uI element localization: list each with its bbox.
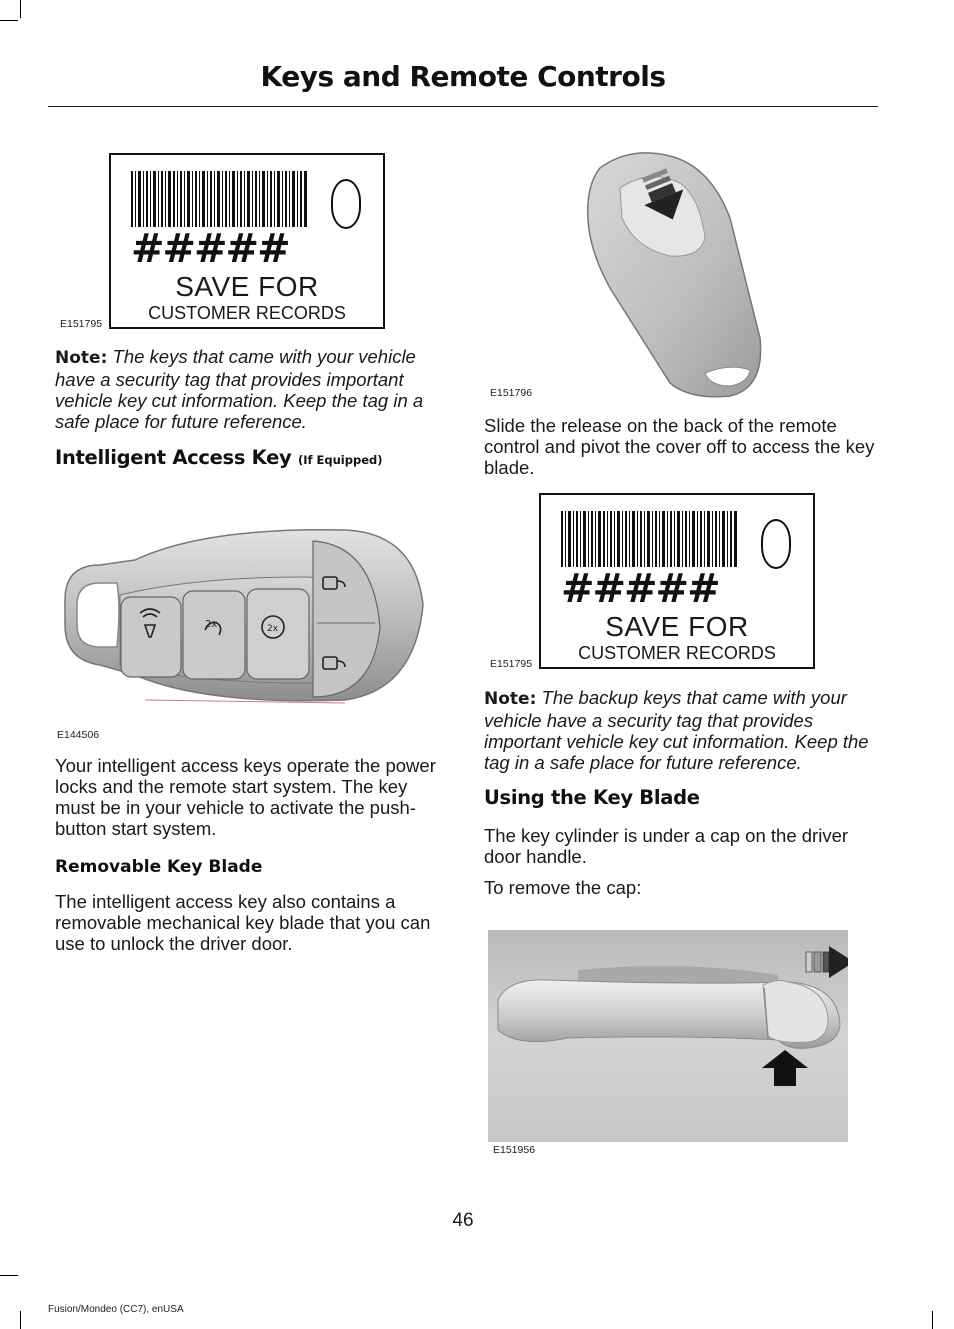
figure-label: E151796 <box>490 387 533 399</box>
heading-text: Intelligent Access Key <box>55 446 292 469</box>
section-heading: Using the Key Blade <box>484 786 700 809</box>
note-body: The keys that came with your vehicle have a security tag that provides important vehicle key cut information. Keep the tag in a safe place for future reference. <box>55 346 424 432</box>
security-tag-figure <box>539 493 815 669</box>
title-rule <box>48 106 878 107</box>
note-body: The backup keys that came with your vehicle have a security tag that provides important vehicle key cut information. Keep the tag in a safe place for future reference. <box>484 687 869 773</box>
door-handle-figure <box>488 930 848 1142</box>
body-paragraph: To remove the cap: <box>484 877 642 898</box>
figure-label: E144506 <box>57 729 100 741</box>
key-ring-hole <box>331 179 361 229</box>
barcode-icon <box>131 171 307 227</box>
body-paragraph: The key cylinder is under a cap on the driver door handle. <box>484 825 849 867</box>
note-paragraph <box>55 346 445 432</box>
barcode-icon <box>561 511 737 567</box>
crop-mark <box>932 1311 933 1329</box>
svg-text:2x: 2x <box>267 624 279 634</box>
figure-label: E151795 <box>60 318 103 330</box>
key-code-placeholder: ##### <box>131 226 289 272</box>
body-paragraph: The intelligent access key also contains a removable mechanical key blade that you can use to unlock the driver door. <box>55 891 431 954</box>
key-ring-hole <box>761 519 791 569</box>
section-heading <box>55 446 382 469</box>
crop-mark <box>20 0 21 18</box>
crop-mark <box>0 20 18 21</box>
remote-cover-figure <box>560 148 765 400</box>
crop-mark <box>20 1311 21 1329</box>
page-number: 46 <box>452 1210 474 1231</box>
subsection-heading: Removable Key Blade <box>55 857 263 877</box>
intelligent-access-key-figure <box>55 505 425 710</box>
body-paragraph: Your intelligent access keys operate the power locks and the remote start system. The key must be in your vehicle to activate the push-button start system. <box>55 755 436 839</box>
tag-save-for: SAVE FOR <box>175 271 319 302</box>
heading-suffix: (If Equipped) <box>297 453 383 467</box>
crop-mark <box>0 1275 18 1276</box>
body-paragraph: Slide the release on the back of the remote control and pivot the cover off to access the key blade. <box>484 415 875 478</box>
footer-text: Fusion/Mondeo (CC7), enUSA <box>48 1304 184 1315</box>
figure-label: E151795 <box>490 658 533 670</box>
tag-customer-records: CUSTOMER RECORDS <box>148 303 346 323</box>
page-title: Keys and Remote Controls <box>260 60 666 93</box>
key-code-placeholder: ##### <box>561 566 719 612</box>
svg-text:2x: 2x <box>205 619 218 630</box>
security-tag-figure <box>109 153 385 329</box>
tag-save-for: SAVE FOR <box>605 611 749 642</box>
note-paragraph <box>484 687 879 773</box>
tag-customer-records: CUSTOMER RECORDS <box>578 643 776 663</box>
note-label: Note: <box>484 689 537 709</box>
note-label: Note: <box>55 348 108 368</box>
figure-label: E151956 <box>493 1144 536 1156</box>
